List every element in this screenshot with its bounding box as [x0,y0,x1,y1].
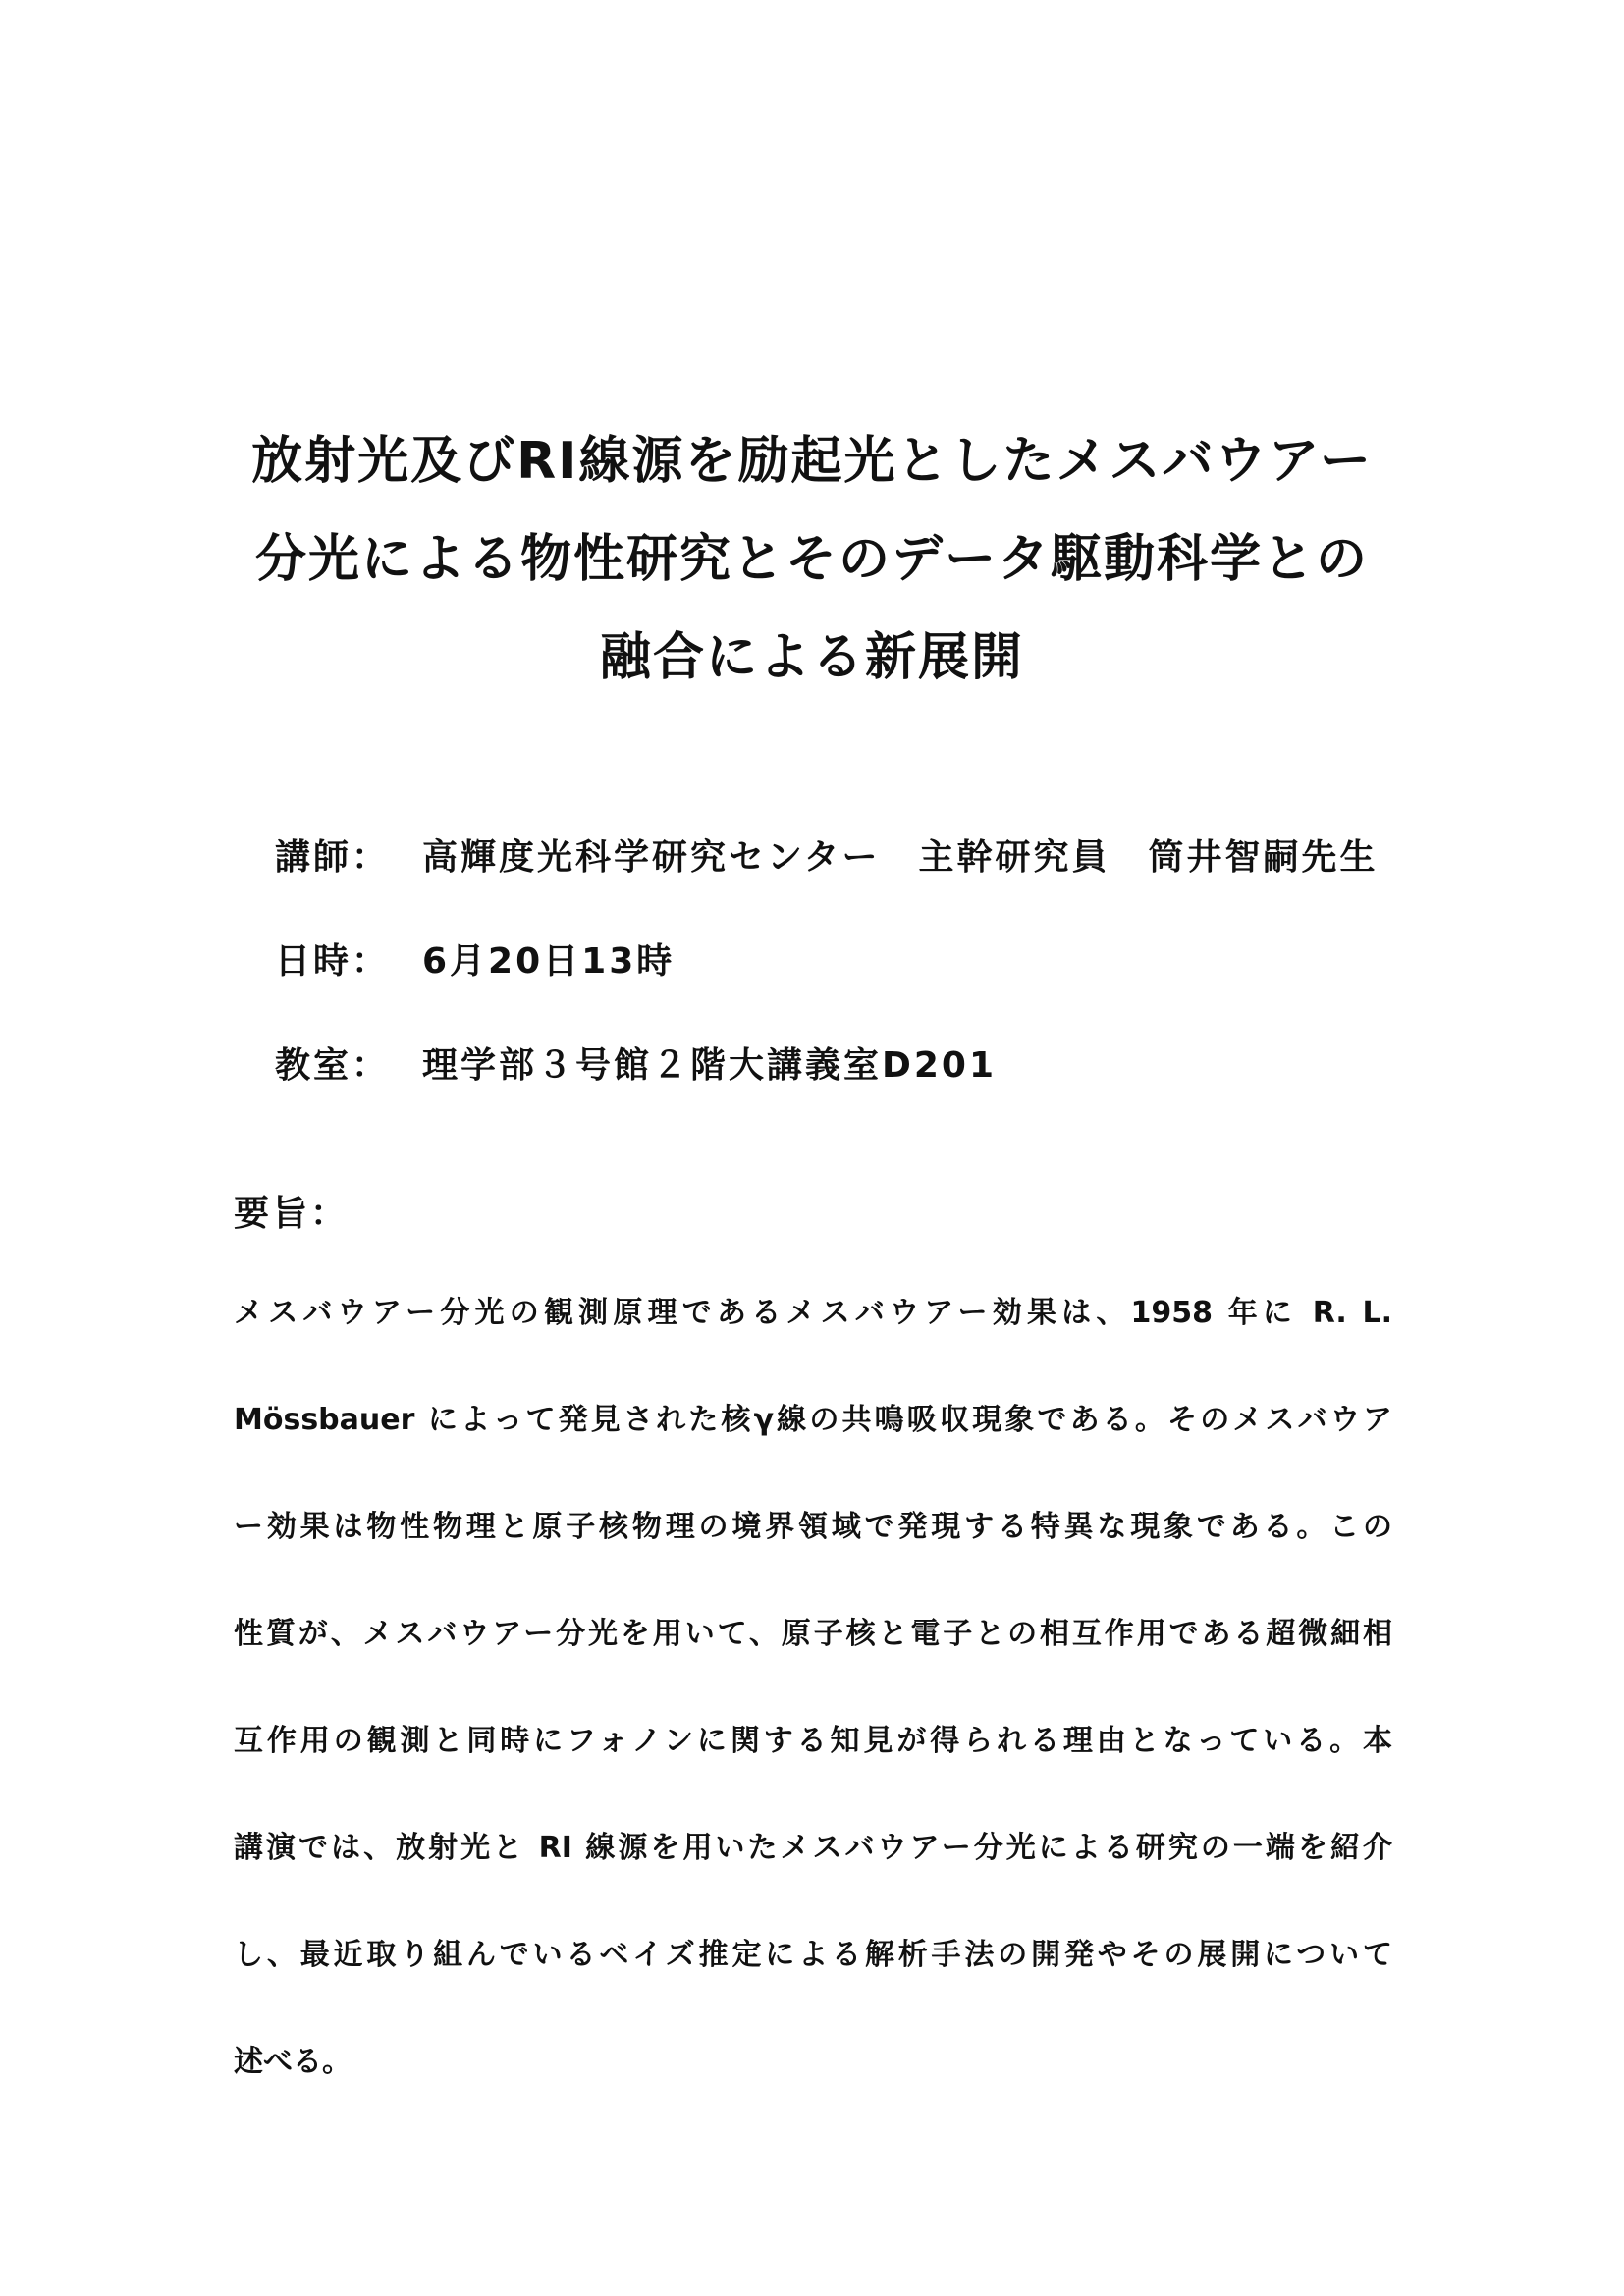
abstract-line: ー効果は物性物理と原子核物理の境界領域で発現する特異な現象である。この [234,1510,1392,1544]
abstract-line: 性質が、メスバウアー分光を用いて、原子核と電子との相互作用である超微細相 [234,1617,1392,1651]
abstract-line: Mössbauer によって発見された核γ線の共鳴吸収現象である。そのメスバウア [234,1403,1392,1437]
datetime-row [275,934,1404,1038]
lecturer-label: 講師： [275,837,391,878]
event-info [275,829,1404,1142]
abstract-line: 述べる。 [234,2045,352,2079]
room-label: 教室： [275,1045,391,1086]
abstract-line: メスバウアー分光の観測原理であるメスバウアー効果は、1958 年に R. L. [234,1296,1392,1330]
summary-heading: 要旨： [234,1194,350,1234]
title-line-3: 融合による新展開 [599,628,1024,687]
abstract-line: 互作用の観測と同時にフォノンに関する知見が得られる理由となっている。本 [234,1724,1392,1758]
document-title [177,412,1447,707]
abstract-line: 講演では、放射光と RI 線源を用いたメスバウアー分光による研究の一端を紹介 [234,1831,1392,1865]
abstract-line: し、最近取り組んでいるベイズ推定による解析手法の開発やその展開について [234,1938,1392,1972]
title-line-1: 放射光及びRI線源を励起光としたメスバウアー [251,432,1373,491]
title-line-2: 分光による物性研究とそのデータ駆動科学との [254,530,1369,589]
room-row [275,1038,1404,1142]
datetime-label: 日時： [275,941,391,982]
lecturer-value: 高輝度光科学研究センター 主幹研究員 筒井智嗣先生 [422,837,1379,878]
room-value: 理学部３号館２階大講義室D201 [422,1045,998,1086]
datetime-value: 6月20日13時 [422,941,676,982]
lecturer-row [275,829,1404,934]
abstract-body [234,1294,1392,2150]
